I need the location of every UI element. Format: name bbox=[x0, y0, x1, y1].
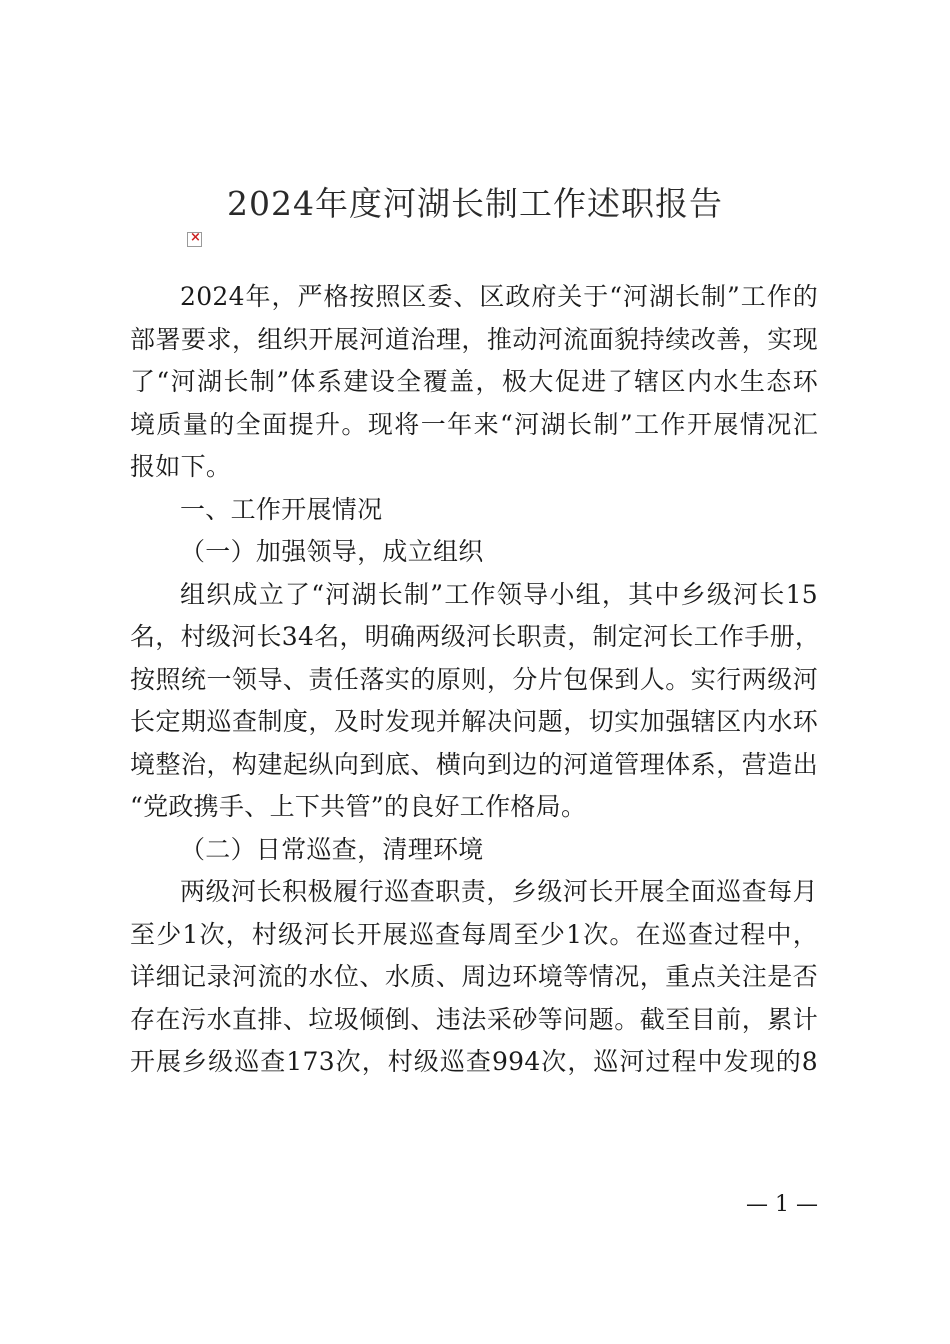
intro-line: 报如下。 bbox=[130, 452, 232, 481]
paragraph-line: 名，村级河长34名，明确两级河长职责，制定河长工作手册， bbox=[130, 622, 821, 651]
intro-line: 了“河湖长制”体系建设全覆盖，极大促进了辖区内水生态环 bbox=[130, 367, 818, 396]
paragraph-line: 境整治，构建起纵向到底、横向到边的河道管理体系，营造出 bbox=[130, 749, 818, 779]
paragraph-line: 开展乡级巡查173次，村级巡查994次，巡河过程中发现的8 bbox=[130, 1047, 818, 1076]
section-heading: 一、工作开展情况 bbox=[180, 494, 383, 524]
subsection-heading: （二）日常巡查，清理环境 bbox=[180, 834, 484, 864]
subsection-heading: （一）加强领导，成立组织 bbox=[180, 537, 484, 566]
intro-line: 部署要求，组织开展河道治理，推动河流面貌持续改善，实现 bbox=[130, 324, 818, 354]
intro-line: 境质量的全面提升。现将一年来“河湖长制”工作开展情况汇 bbox=[130, 409, 818, 439]
document-body bbox=[130, 276, 821, 1084]
paragraph-line: 存在污水直排、垃圾倾倒、违法采砂等问题。截至目前，累计 bbox=[130, 1004, 818, 1034]
paragraph-line: 长定期巡查制度，及时发现并解决问题，切实加强辖区内水环 bbox=[130, 707, 818, 736]
paragraph-line: “党政携手、上下共管”的良好工作格局。 bbox=[130, 792, 587, 821]
paragraph-line: 按照统一领导、责任落实的原则，分片包保到人。实行两级河 bbox=[130, 664, 818, 694]
paragraph-line: 两级河长积极履行巡查职责，乡级河长开展全面巡查每月 bbox=[180, 877, 818, 906]
intro-line: 2024年，严格按照区委、区政府关于“河湖长制”工作的 bbox=[180, 282, 818, 311]
broken-image-icon: × bbox=[187, 232, 202, 247]
paragraph-line: 详细记录河流的水位、水质、周边环境等情况，重点关注是否 bbox=[130, 962, 818, 991]
paragraph-line: 至少1次，村级河长开展巡查每周至少1次。在巡查过程中， bbox=[130, 919, 818, 949]
document-title: 2024年度河湖长制工作述职报告 bbox=[227, 184, 723, 223]
page-number: — 1 — bbox=[746, 1192, 818, 1217]
paragraph-line: 组织成立了“河湖长制”工作领导小组，其中乡级河长15 bbox=[180, 579, 818, 609]
